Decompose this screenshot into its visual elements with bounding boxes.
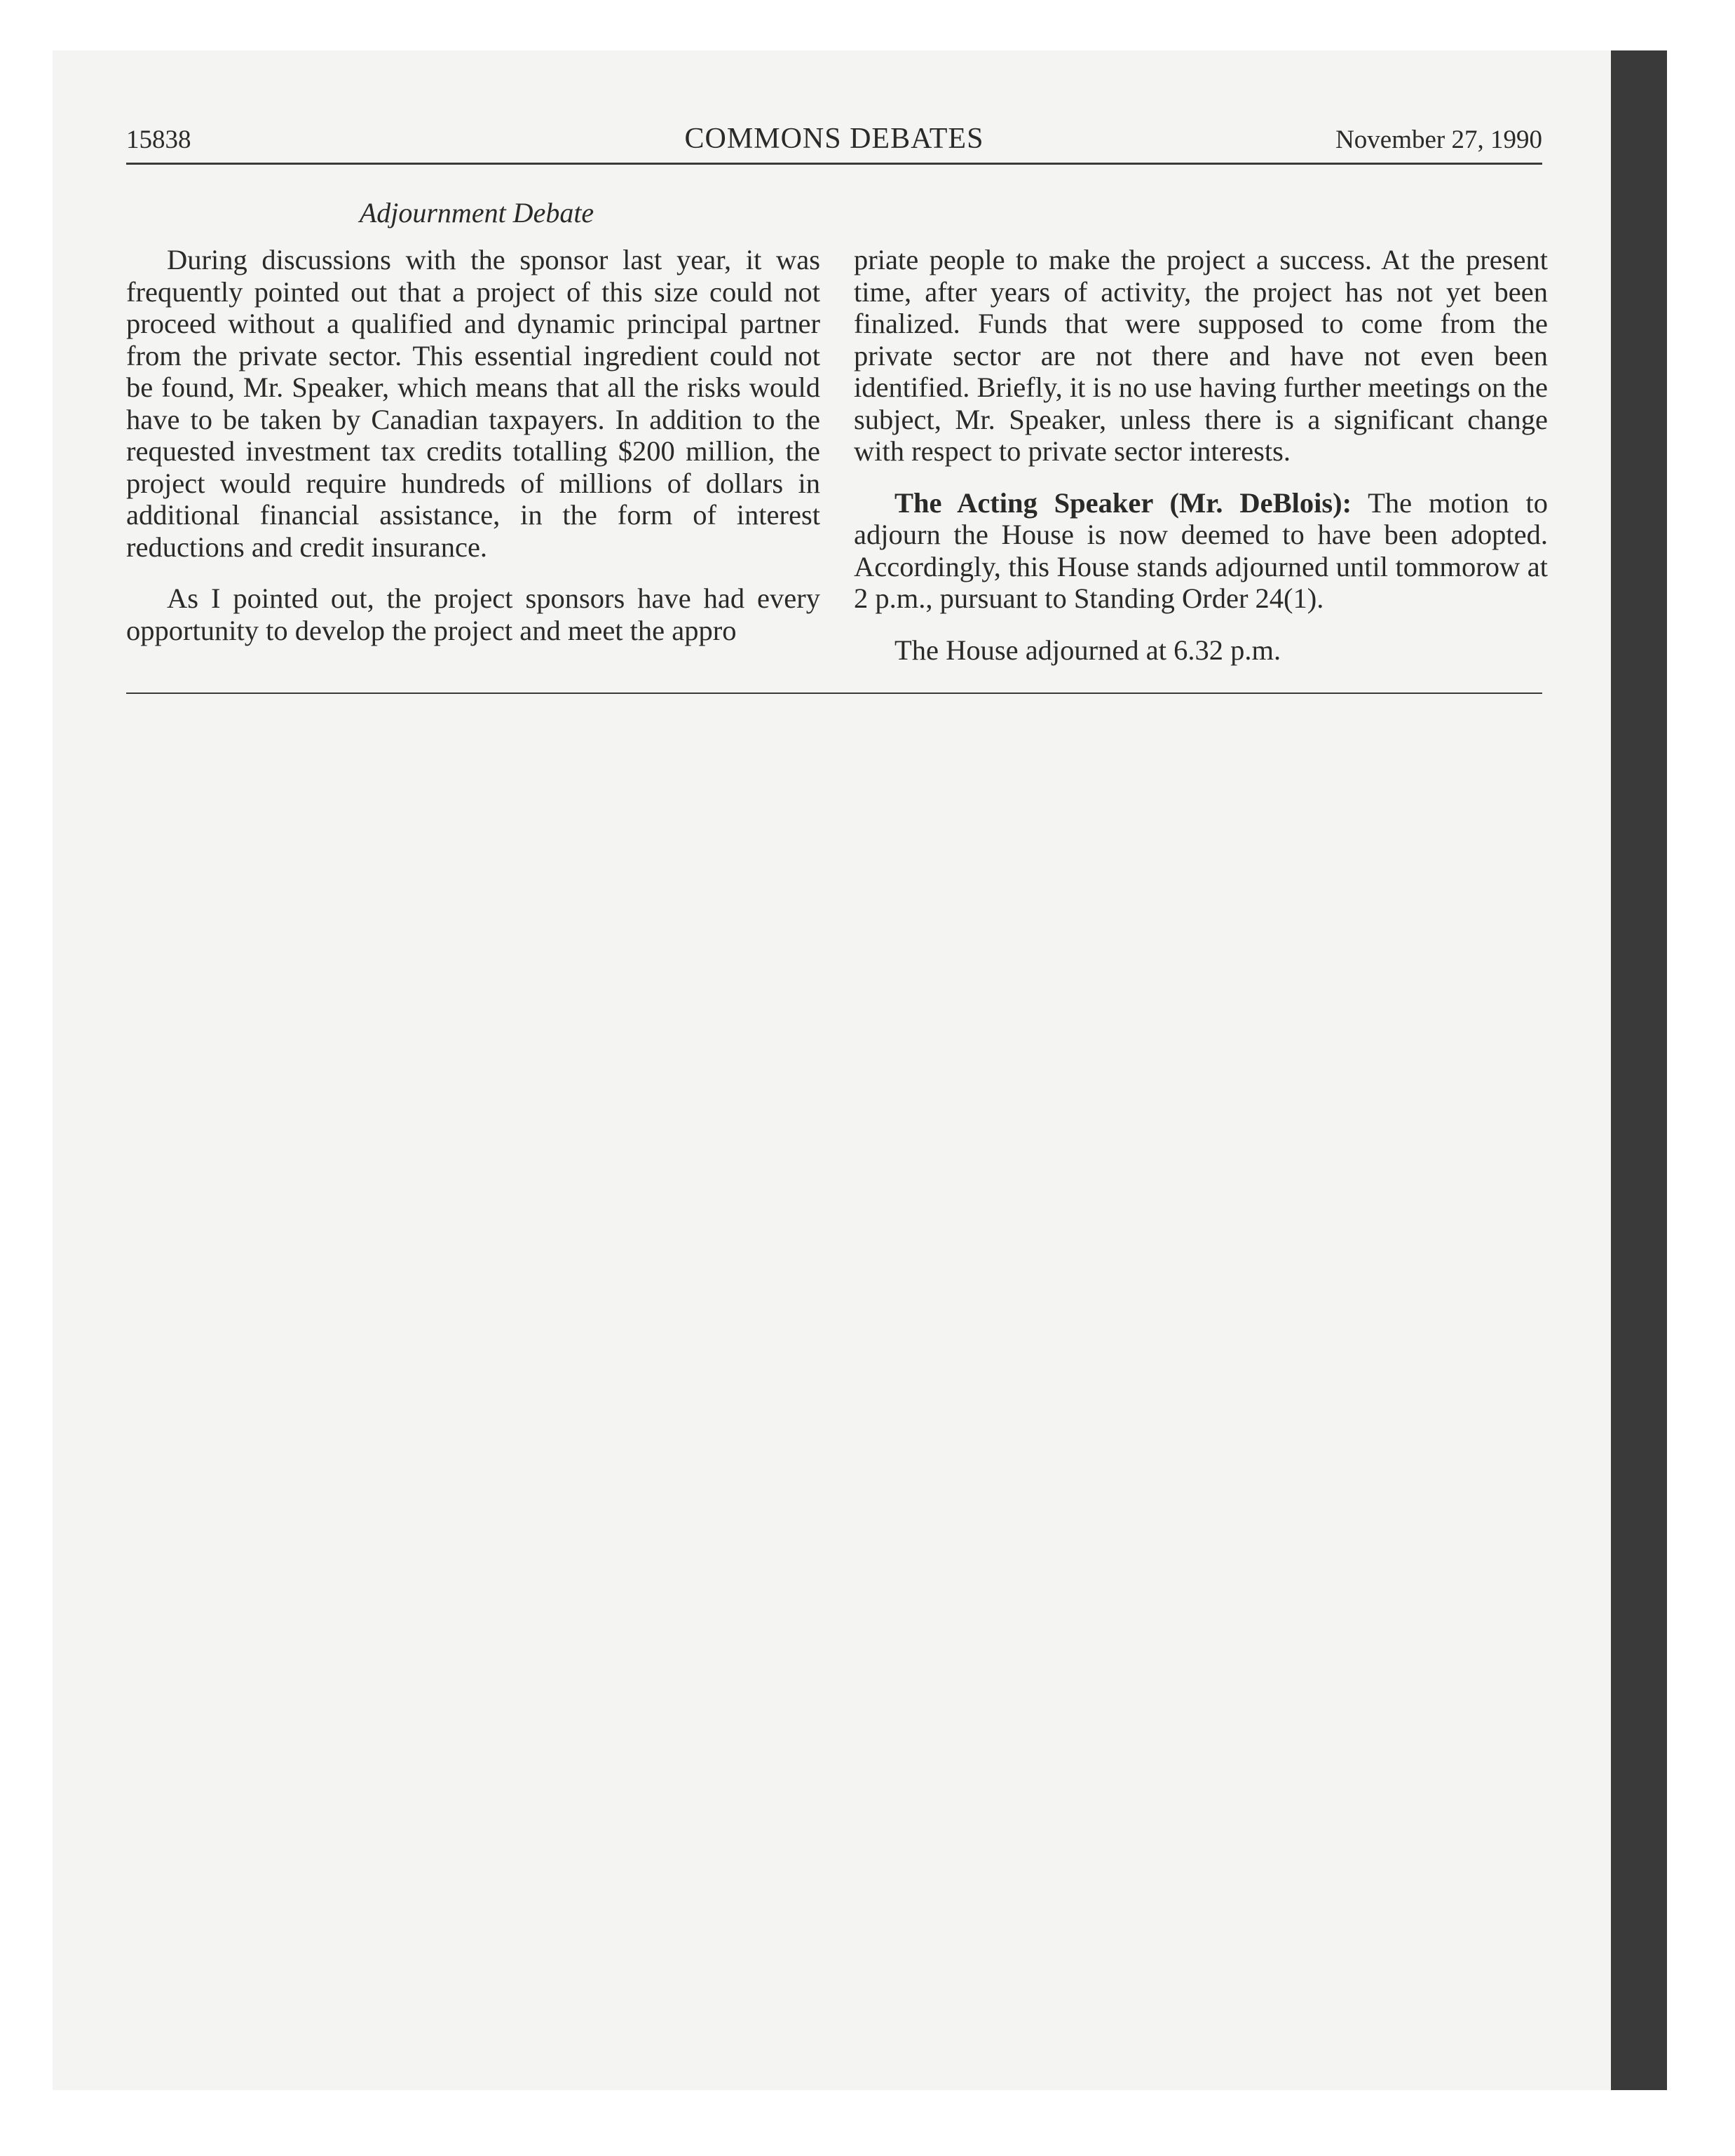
scan-edge-shadow (1611, 50, 1667, 2090)
speaker-statement: The motion to adjourn the House is now deemed to have been adopted. Accordingly, this House stands adjourned until tommorow at 2 p.m., pursuant to Standing Order 24(1). (854, 486, 1549, 614)
footer-rule (126, 692, 1542, 694)
paragraph-continuation: priate people to make the project a success. At the present time, after years of activity, the project has not yet been finalized. Funds that were supposed to come from the private sector are not there and have not even been identified. Briefly, it is no use having further meetings on the subject, Mr. Speaker, unless there is a significant change with respect to private sector interests. (854, 244, 1548, 467)
section-title: Adjournment Debate (359, 197, 594, 228)
running-header (126, 119, 1542, 161)
speaker-label: The Acting Speaker (Mr. DeBlois): (894, 486, 1352, 519)
paragraph: As I pointed out, the project sponsors have had every opportunity to develop the project and meet the appro (126, 582, 820, 646)
page-number: 15838 (126, 125, 191, 154)
left-column (126, 244, 820, 666)
adjournment-note: The House adjourned at 6.32 p.m. (894, 634, 1281, 666)
speaker-paragraph (854, 487, 1548, 615)
header-date: November 27, 1990 (1335, 125, 1542, 154)
publication-title: COMMONS DEBATES (684, 123, 984, 155)
header-rule (126, 163, 1542, 165)
right-column (854, 244, 1548, 685)
paragraph: During discussions with the sponsor last year, it was frequently pointed out that a project of this size could not proceed without a qualified and dynamic principal partner from the private sector. This essential ingredient could not be found, Mr. Speaker, which means that all the risks would have to be taken by Canadian taxpayers. In addition to the requested investment tax credits totalling $200 million, the project would require hundreds of millions of dollars in additional financial assistance, in the form of interest reductions and credit insurance. (126, 244, 820, 563)
